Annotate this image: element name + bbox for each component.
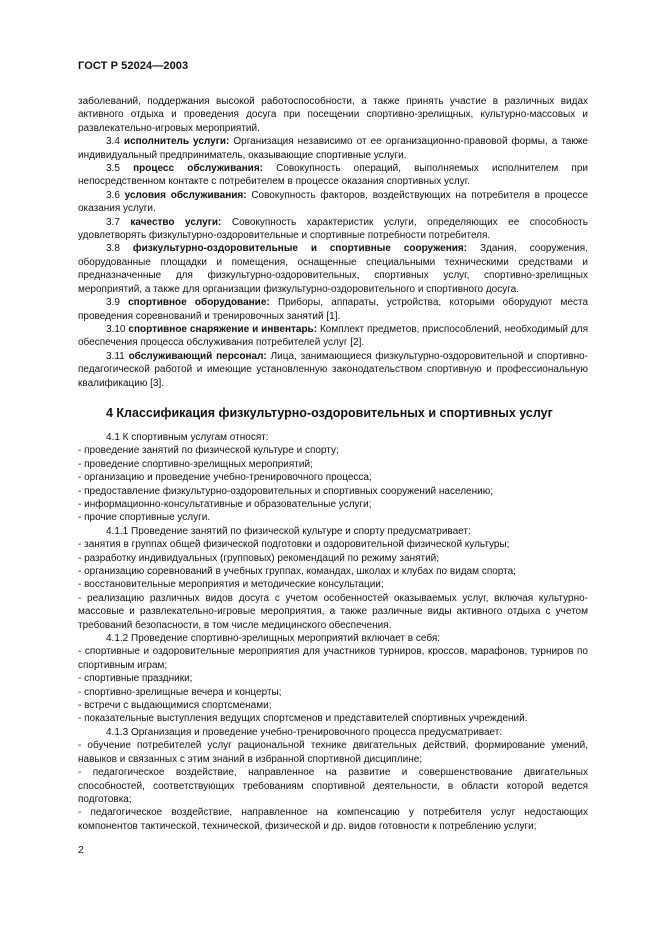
paragraph: 4.1.2 Проведение спортивно-зрелищных мероприятий включает в себя:: [106, 633, 441, 645]
list-item: - спортивные и оздоровительные мероприятия для участников турниров, кроссов, марафонов, турниров по спортивным играм;: [78, 646, 588, 671]
list-item: - показательные выступления ведущих спортсменов и представителей спортивных учреждений.: [78, 713, 528, 725]
list-item: - педагогическое воздействие, направленное на развитие и совершенствование двигательных способностей, соответствующих требованиям спортивной деятельности, в области которой ведется подготовка;: [78, 767, 588, 805]
paragraph: 4.1.1 Проведение занятий по физической культуре и спорту предусматривает:: [106, 525, 471, 537]
term-3-4: 3.4 исполнитель услуги: Организация независимо от ее организационно-правовой формы, а также индивидуальный предприниматель, оказывающие спортивные услуги.: [78, 136, 588, 161]
list-item: - прочие спортивные услуги.: [78, 512, 211, 524]
term-3-11: 3.11 обслуживающий персонал: Лица, занимающиеся физкультурно-оздоровительной и спортивно-педагогической работой и имеющие установленную законодательством спортивную и профессиональную квалификацию [3].: [78, 350, 589, 389]
section-4-body: [78, 431, 588, 833]
list-item: - реализацию различных видов досуга с учетом особенностей оказываемых услуг, включая культурно-массовые и развлекательно-игровые мероприятия, а также различные виды активного отдыха с учетом требований безопасности, в том числе медицинского обеспечения.: [78, 592, 588, 631]
list-item: - организацию и проведение учебно-тренировочного процесса;: [78, 472, 372, 484]
term-3-7: 3.7 качество услуги: Совокупность характеристик услуги, определяющих ее способность удовлетворять физкультурно-оздоровительные и спортивные потребности потребителя.: [78, 216, 589, 242]
list-item: - проведение занятий по физической культуре и спорту;: [78, 445, 339, 457]
paragraph: 4.1 К спортивным услугам относят:: [106, 431, 269, 443]
list-item: - обучение потребителей услуг рациональной технике двигательных действий, формирование умений, навыков и связанных с этим знаний в избранной спортивной дисциплине;: [78, 740, 588, 765]
intro-paragraph: заболеваний, поддержания высокой работоспособности, а также принять участие в различных видах активного отдыха и проведения досуга при посещении спортивно-зрелищных, культурно-массовых и развлекательно-игровых мероприятий.: [78, 96, 588, 134]
term-3-8: 3.8 физкультурно-оздоровительные и спортивные сооружения: Здания, сооружения, оборудованные площадки и помещения, оснащенные специальными техническими средствами и предназначенные для физкультурно-оздоровительных, спортивных услуг, спортивно-зрелищных мероприятий, а также для организации физкультурно-оздоровительного и спортивного досуга.: [78, 243, 589, 295]
paragraph: 4.1.3 Организация и проведение учебно-тренировочного процесса предусматривает:: [106, 726, 503, 738]
section-4-heading: 4 Классификация физкультурно-оздоровительных и спортивных услуг: [106, 405, 553, 420]
document-header: ГОСТ Р 52024—2003: [78, 60, 189, 72]
list-item: - спортивные праздники;: [78, 673, 193, 685]
term-3-10: 3.10 спортивное снаряжение и инвентарь: Комплект предметов, приспособлений, необходимый для обеспечения процесса обслуживания потребителей услуг [2].: [78, 323, 588, 349]
list-item: - информационно-консультативные и образовательные услуги;: [78, 498, 372, 510]
document-body: [78, 95, 588, 833]
term-3-5: 3.5 процесс обслуживания: Совокупность операций, выполняемых исполнителем при непосредственном контакте с потребителем в процессе оказания спортивных услуг.: [78, 163, 588, 188]
list-item: - педагогическое воздействие, направленное на компенсацию у потребителя услуг недостающих компонентов тактической, технической, физической и др. видов готовности к потреблению услуги;: [78, 807, 588, 832]
list-item: - проведение спортивно-зрелищных мероприятий;: [78, 458, 313, 470]
list-item: - организацию соревнований в учебных группах, командах, школах и клубах по видам спорта;: [78, 566, 516, 577]
list-item: - разработку индивидуальных (групповых) рекомендаций по режиму занятий;: [78, 552, 440, 564]
list-item: - встречи с выдающимися спортсменами;: [78, 700, 272, 712]
term-3-6: 3.6 условия обслуживания: Совокупность факторов, воздействующих на потребителя в процессе оказания услуги.: [78, 189, 588, 215]
list-item: - спортивно-зрелищные вечера и концерты;: [78, 686, 282, 698]
list-item: - предоставление физкультурно-оздоровительных и спортивных сооружений населению;: [78, 485, 493, 497]
list-item: - восстановительные мероприятия и методические консультации;: [78, 579, 384, 591]
term-3-9: 3.9 спортивное оборудование: Приборы, аппараты, устройства, которыми оборудуют места проведения соревнований и тренировочных занятий [1].: [78, 297, 589, 322]
list-item: - занятия в группах общей физической подготовки и оздоровительной физической культуры;: [78, 539, 510, 551]
page-number: 2: [78, 844, 84, 856]
